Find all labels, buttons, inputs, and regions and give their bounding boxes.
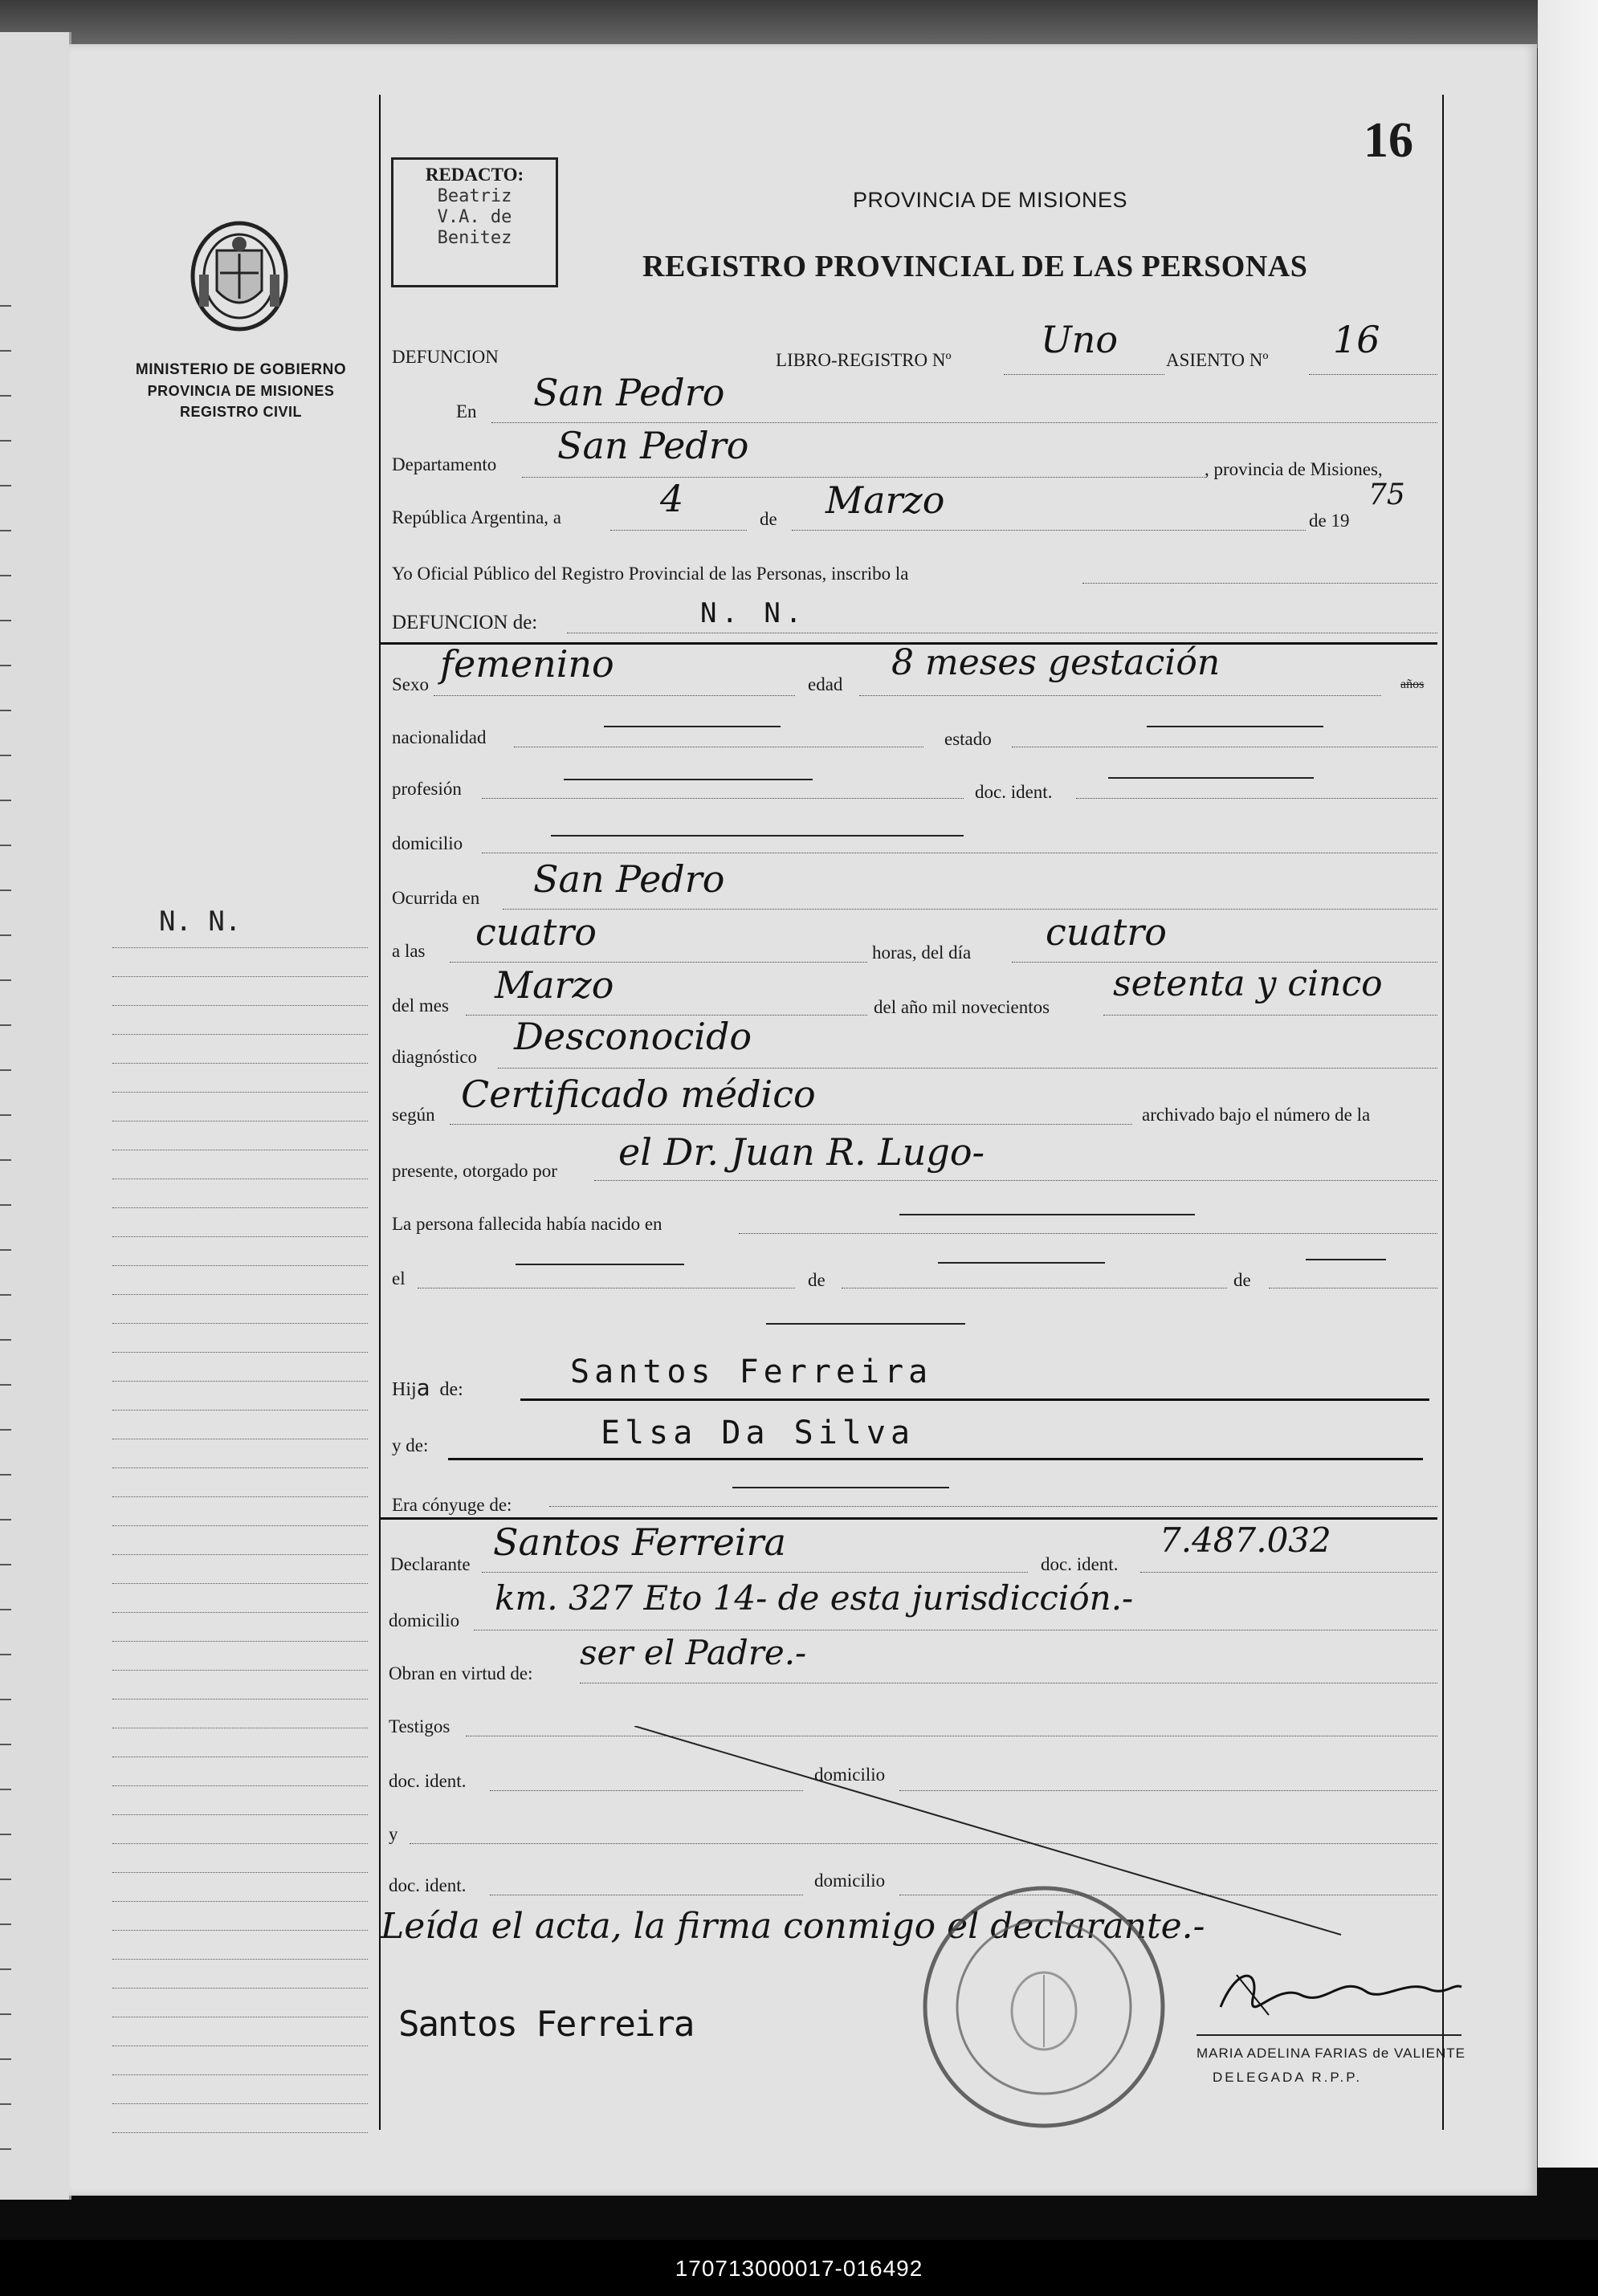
label-doc-testigo-1: doc. ident. (389, 1771, 467, 1791)
facing-page-tick (0, 620, 11, 621)
side-margin-row (112, 1121, 368, 1122)
official-signature-line (1196, 2034, 1461, 2036)
side-margin-row (112, 1034, 368, 1035)
line-a-las (450, 962, 867, 963)
facing-page-tick (0, 1564, 11, 1565)
side-margin-row (112, 1785, 368, 1786)
redacto-name-1: Beatriz (437, 186, 512, 206)
label-profesion: profesión (392, 779, 462, 799)
facing-page-tick (0, 2058, 11, 2060)
facing-page-tick (0, 1474, 11, 1476)
blank-conyuge (732, 1487, 949, 1488)
value-dia-texto: cuatro (1046, 910, 1167, 954)
side-margin-row (112, 1092, 368, 1093)
blank-de-2 (1306, 1259, 1386, 1260)
facing-page-tick (0, 350, 11, 352)
value-a-las: cuatro (475, 910, 597, 954)
line-profesion (482, 798, 964, 799)
facing-page-tick (0, 2103, 11, 2105)
side-margin-rows (112, 947, 368, 2168)
ministry-header (112, 360, 369, 422)
side-margin-row (112, 1352, 368, 1353)
label-yo-oficial: Yo Oficial Público del Registro Provincial de las Personas, inscribo la (392, 564, 909, 584)
label-nacionalidad: nacionalidad (392, 727, 487, 747)
label-del-ano: del año mil novecientos (874, 997, 1050, 1017)
facing-page-tick (0, 530, 11, 531)
value-obran: ser el Padre.- (580, 1633, 807, 1672)
facing-page-tick (0, 1069, 11, 1071)
facing-page-tick (0, 2148, 11, 2150)
label-edad: edad (808, 674, 843, 694)
value-ano: 75 (1368, 478, 1405, 511)
label-hija (392, 1374, 463, 1401)
facing-page-tick (0, 1294, 11, 1296)
label-y-testigo: y (389, 1824, 398, 1844)
facing-page-tick (0, 800, 11, 801)
document-id: 170713000017-016492 (675, 2256, 923, 2281)
facing-page-tick (0, 1789, 11, 1790)
label-hija-de: de: (439, 1379, 463, 1400)
value-otorgado: el Dr. Juan R. Lugo- (618, 1130, 985, 1174)
label-de-nac-2: de (1233, 1270, 1251, 1290)
label-domicilio-testigo-1: domicilio (814, 1765, 886, 1785)
label-doc-declarante: doc. ident. (1041, 1554, 1119, 1574)
redacto-name-2: V.A. de (437, 207, 512, 227)
side-margin-row (112, 976, 368, 977)
facing-page-tick (0, 1159, 11, 1161)
value-nombre: N. N. (700, 597, 807, 629)
ministry-line-3: REGISTRO CIVIL (179, 404, 302, 420)
side-margin-row (112, 1265, 368, 1266)
facing-page-tick (0, 395, 11, 397)
label-el: el (392, 1268, 406, 1288)
blank-estado (1147, 726, 1323, 727)
provincial-seal-icon (183, 218, 296, 339)
value-doc-declarante: 7.487.032 (1160, 1520, 1331, 1560)
rule-madre (448, 1458, 1423, 1460)
label-libro: LIBRO-REGISTRO Nº (776, 350, 952, 370)
official-signature-icon (1205, 1959, 1470, 2031)
line-dia (610, 530, 747, 531)
line-declarante (482, 1572, 1028, 1573)
label-persona-nacido: La persona fallecida había nacido en (392, 1214, 662, 1234)
facing-page-tick (0, 1654, 11, 1655)
blank-doc-ident (1108, 777, 1314, 779)
side-margin-row (112, 1901, 368, 1902)
side-margin-row (112, 1959, 368, 1960)
side-note: N. N. (159, 906, 242, 938)
side-margin-row (112, 1814, 368, 1815)
line-nacido (739, 1233, 1437, 1234)
label-de-mes: de (760, 509, 777, 529)
side-margin-row (112, 2132, 368, 2133)
value-segun: Certificado médico (461, 1073, 816, 1116)
facing-page-tick (0, 1429, 11, 1431)
facing-page-tick (0, 665, 11, 666)
facing-page-tick (0, 889, 11, 891)
label-provincia: , provincia de Misiones, (1205, 459, 1383, 479)
side-margin-row (112, 1525, 368, 1526)
ministry-line-2: PROVINCIA DE MISIONES (147, 383, 335, 399)
side-margin-row (112, 1410, 368, 1411)
line-en (491, 422, 1437, 423)
value-edad: 8 meses gestación (891, 642, 1221, 683)
side-margin-row (112, 1005, 368, 1006)
label-ocurrida: Ocurrida en (392, 888, 480, 908)
rule-padre (520, 1398, 1429, 1401)
facing-page-tick (0, 934, 11, 936)
line-sexo (434, 695, 795, 696)
side-margin-row (112, 1294, 368, 1295)
side-margin-row (112, 1930, 368, 1931)
ministry-line-1: MINISTERIO DE GOBIERNO (135, 361, 347, 378)
facing-page-tick (0, 1114, 11, 1116)
line-ano-texto (1103, 1015, 1437, 1016)
facing-page-tick (0, 1024, 11, 1026)
form-frame-left (379, 95, 381, 2130)
value-mes: Marzo (825, 478, 945, 522)
facing-page-tick (0, 1744, 11, 1745)
page-number: 16 (1364, 113, 1413, 168)
value-padre: Santos Ferreira (570, 1354, 933, 1390)
line-conyuge (549, 1506, 1437, 1507)
side-margin-row (112, 1872, 368, 1873)
label-del-mes: del mes (392, 995, 449, 1016)
facing-page-tick (0, 1384, 11, 1386)
label-domicilio-testigo-2: domicilio (814, 1871, 886, 1891)
side-margin-row (112, 1207, 368, 1208)
facing-page-tick (0, 1249, 11, 1251)
side-margin-row (112, 1583, 368, 1584)
side-margin-row (112, 1063, 368, 1064)
side-margin-row (112, 2074, 368, 2075)
redacto-box (391, 157, 558, 287)
facing-page-tick (0, 1339, 11, 1341)
facing-page-tick (0, 2013, 11, 2015)
label-doc-testigo-2: doc. ident. (389, 1875, 467, 1895)
scan-background-right (1538, 0, 1598, 2296)
facing-page-tick (0, 1834, 11, 1835)
side-margin-row (112, 1236, 368, 1237)
label-asiento: ASIENTO Nº (1166, 350, 1269, 370)
value-diagnostico: Desconocido (514, 1015, 752, 1058)
official-name: MARIA ADELINA FARIAS de VALIENTE (1196, 2046, 1466, 2061)
side-margin-row (112, 1612, 368, 1613)
label-testigos: Testigos (389, 1716, 450, 1736)
value-declarante: Santos Ferreira (493, 1520, 786, 1564)
official-stamp-icon (915, 1879, 1172, 2135)
label-anos: años (1400, 678, 1425, 691)
facing-page-tick (0, 575, 11, 576)
label-obran: Obran en virtud de: (389, 1663, 533, 1683)
facing-page-tick (0, 1519, 11, 1520)
blank-nacionalidad (604, 726, 781, 727)
label-doc-ident: doc. ident. (975, 782, 1053, 802)
line-libro (1004, 374, 1164, 375)
line-otorgado (594, 1180, 1437, 1181)
line-edad (859, 695, 1381, 696)
side-margin-row (112, 1323, 368, 1324)
side-margin-row (112, 1641, 368, 1642)
facing-page-tick (0, 1924, 11, 1925)
label-horas: horas, del día (872, 942, 972, 963)
registry-title: REGISTRO PROVINCIAL DE LAS PERSONAS (642, 250, 1308, 283)
label-hija-prefix: Hij (392, 1379, 417, 1400)
line-ocurrida (503, 909, 1437, 910)
label-domicilio-declarante: domicilio (389, 1610, 460, 1630)
form-frame-right (1442, 95, 1444, 2130)
label-republica: República Argentina, a (392, 507, 561, 527)
side-margin-row (112, 1670, 368, 1671)
label-en: En (456, 401, 477, 421)
value-ano-texto: setenta y cinco (1113, 963, 1383, 1004)
line-asiento (1309, 374, 1437, 375)
facing-page-tick (0, 845, 11, 846)
label-segun: según (392, 1105, 435, 1125)
label-defuncion: DEFUNCION (392, 347, 499, 367)
line-mes (792, 530, 1306, 531)
signature-declarante: Santos Ferreira (398, 2004, 694, 2045)
value-departamento: San Pedro (557, 424, 749, 467)
facing-page-tick (0, 710, 11, 711)
side-margin-row (112, 2103, 368, 2104)
facing-page-tick (0, 979, 11, 981)
side-margin-row (112, 1988, 368, 1989)
label-de-nac-1: de (808, 1270, 825, 1290)
facing-page-edge (0, 32, 71, 2200)
line-dia-texto (1012, 962, 1437, 963)
scan-background-top (0, 0, 1598, 48)
facing-page-tick (0, 1609, 11, 1610)
blank-nacido (899, 1214, 1195, 1215)
province-title: PROVINCIA DE MISIONES (853, 188, 1128, 212)
value-dia: 4 (660, 477, 684, 520)
blank-de-1 (938, 1262, 1105, 1264)
side-margin-row (112, 1381, 368, 1382)
line-doc-ident (1076, 798, 1437, 799)
facing-page-tick (0, 1699, 11, 1700)
redacto-label: REDACTO: (425, 165, 524, 185)
blank-profesion (564, 779, 813, 780)
value-sexo: femenino (440, 642, 614, 686)
facing-page-tick (0, 1968, 11, 1970)
blank-extra (766, 1323, 965, 1325)
value-hija-suffix: a (416, 1374, 430, 1401)
side-margin-row (112, 1496, 368, 1497)
label-departamento: Departamento (392, 454, 497, 474)
label-presente: presente, otorgado por (392, 1161, 557, 1181)
official-role: DELEGADA R.P.P. (1213, 2070, 1363, 2085)
label-archivado: archivado bajo el número de la (1142, 1105, 1371, 1125)
side-margin-row (112, 1843, 368, 1844)
side-margin-row (112, 1699, 368, 1700)
facing-page-tick (0, 1879, 11, 1880)
redacto-name-3: Benitez (437, 228, 512, 248)
value-en: San Pedro (533, 371, 725, 414)
line-segun (450, 1124, 1132, 1125)
line-departamento (522, 477, 1205, 478)
value-leida: Leída el acta, la firma conmigo el declarante.- (381, 1906, 1205, 1947)
label-diagnostico: diagnóstico (392, 1047, 478, 1067)
value-del-mes: Marzo (495, 963, 614, 1007)
label-estado: estado (944, 729, 992, 749)
facing-page-tick (0, 1204, 11, 1206)
label-y-de: y de: (392, 1435, 429, 1455)
value-libro: Uno (1041, 318, 1119, 361)
label-declarante: Declarante (390, 1554, 471, 1574)
facing-page-tick (0, 440, 11, 442)
value-asiento: 16 (1333, 318, 1380, 361)
label-de-19: de 19 (1309, 511, 1350, 531)
facing-page-tick (0, 755, 11, 756)
blank-domicilio (551, 835, 964, 837)
label-a-las: a las (392, 941, 426, 961)
label-defuncion-de: DEFUNCION de: (392, 612, 538, 633)
rule-after-conyuge (381, 1517, 1437, 1520)
value-madre: Elsa Da Silva (601, 1415, 915, 1451)
side-margin-row (112, 947, 368, 948)
value-domicilio-declarante: km. 327 Eto 14- de esta jurisdicción.- (495, 1578, 1134, 1618)
facing-page-tick (0, 485, 11, 486)
label-conyuge: Era cónyuge de: (392, 1495, 512, 1515)
label-sexo: Sexo (392, 674, 429, 694)
line-doc-declarante (1140, 1572, 1437, 1573)
line-diagnostico (498, 1068, 1437, 1069)
facing-page-tick (0, 305, 11, 307)
blank-el (516, 1264, 684, 1265)
value-ocurrida: San Pedro (533, 857, 725, 901)
line-yo-oficial (1082, 583, 1437, 584)
label-domicilio: domicilio (392, 833, 463, 853)
side-margin-row (112, 1554, 368, 1555)
